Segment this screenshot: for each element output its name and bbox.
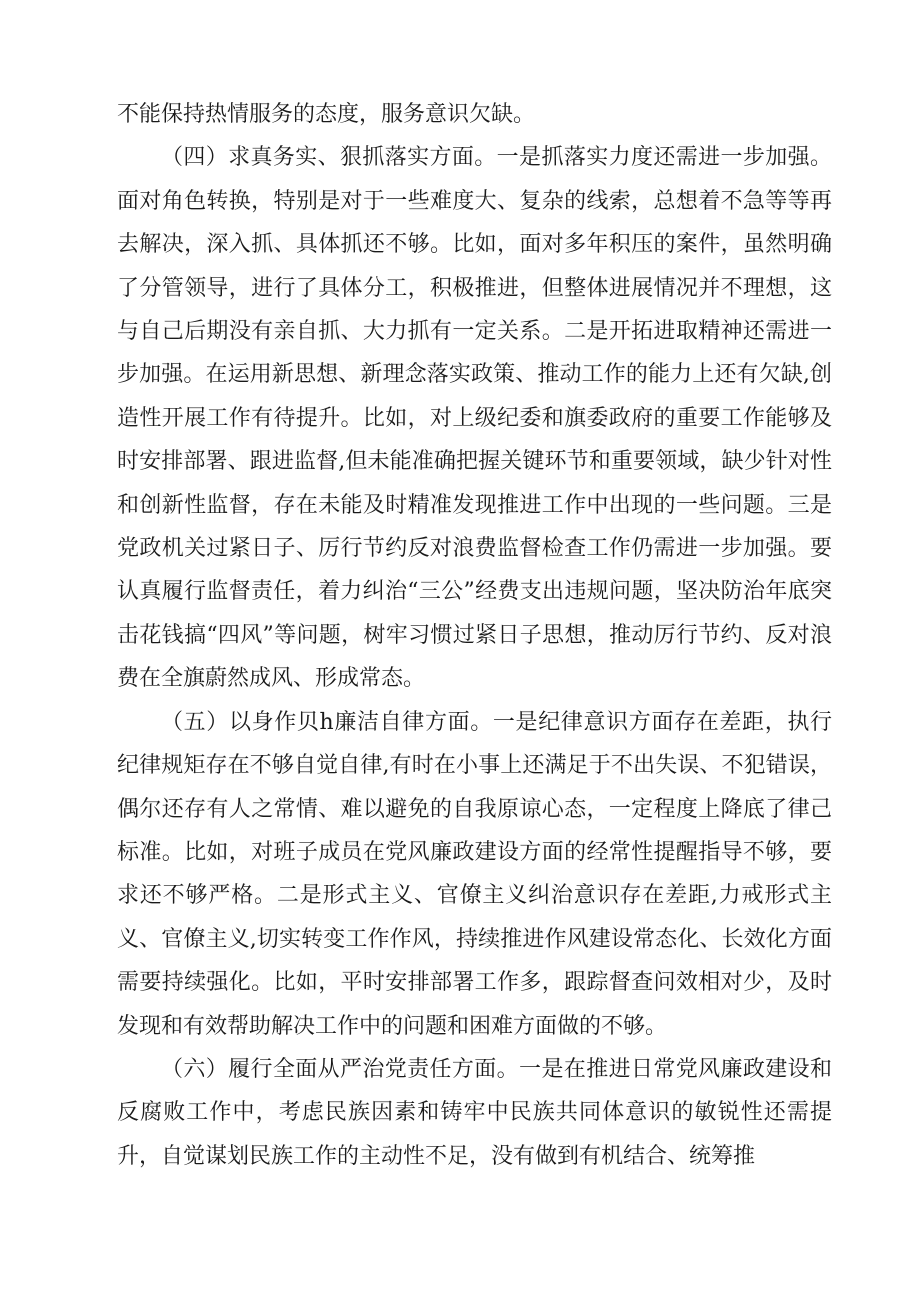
- paragraph-section-4: （四）求真务实、狠抓落实方面。一是抓落实力度还需进一步加强。面对角色转换，特别是对于一些难度大、复杂的线索，总想着不急等等再去解决，深入抓、具体抓还不够。比如，面对多年积压的案件，虽然明确了分管领导，进行了具体分工，积极推进，但整体进展情况并不理想，这与自己后期没有亲自抓、大力抓有一定关系。二是开拓进取精神还需进一步加强。在运用新思想、新理念落实政策、推动工作的能力上还有欠缺,创造性开展工作有待提升。比如，对上级纪委和旗委政府的重要工作能够及时安排部署、跟进监督,但未能准确把握关键环节和重要领域，缺少针对性和创新性监督，存在未能及时精准发现推进工作中出现的一些问题。三是党政机关过紧日子、厉行节约反对浪费监督检查工作仍需进一步加强。要认真履行监督责任，着力纠治“三公”经费支出违规问题，坚决防治年底突击花钱搞“四风”等问题，树牢习惯过紧日子思想，推动厉行节约、反对浪费在全旗蔚然成风、形成常态。: [117, 145, 832, 692]
- paragraph-section-6: （六）履行全面从严治党责任方面。一是在推进日常党风廉政建设和反腐败工作中，考虑民族因素和铸牢中民族共同体意识的敏锐性还需提升，自觉谋划民族工作的主动性不足，没有做到有机结合、统筹推: [117, 1056, 832, 1169]
- paragraph-section-5: （五）以身作贝h廉洁自律方面。一是纪律意识方面存在差距，执行纪律规矩存在不够自觉自律,有时在小事上还满足于不出失误、不犯错误，偶尔还存有人之常情、难以避免的自我原谅心态，一定程度上降底了律己标准。比如，对班子成员在党风廉政建设方面的经常性提醒指导不够，要求还不够严格。二是形式主义、官僚主义纠治意识存在差距,力戒形式主义、官僚主义,切实转变工作作风，持续推进作风建设常态化、长效化方面需要持续强化。比如，平时安排部署工作多，跟踪督查问效相对少，及时发现和有效帮助解决工作中的问题和困难方面做的不够。: [117, 709, 832, 1039]
- document-body: [117, 93, 832, 1178]
- paragraph-continuation: 不能保持热情服务的态度，服务意识欠缺。: [117, 102, 536, 127]
